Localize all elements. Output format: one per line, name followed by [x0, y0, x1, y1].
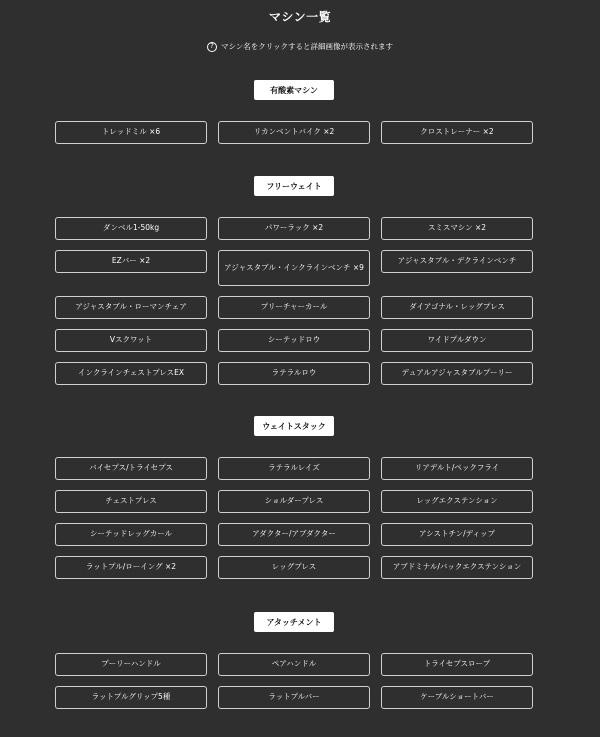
section-label-cardio: 有酸素マシン [254, 80, 334, 100]
machine-button[interactable]: レッグプレス [218, 556, 370, 579]
attachment-grid [55, 653, 533, 709]
machine-button[interactable]: パワーラック ×2 [218, 217, 370, 240]
machine-button[interactable]: スミスマシン ×2 [381, 217, 533, 240]
machine-button[interactable]: トレッドミル ×6 [55, 121, 207, 144]
question-icon: ? [207, 42, 217, 52]
section-label-weight-stack: ウェイトスタック [254, 416, 334, 436]
machine-button[interactable]: アジャスタブル・デクラインベンチ [381, 250, 533, 273]
machine-button[interactable]: インクラインチェストプレスEX [55, 362, 207, 385]
hint-line [0, 41, 600, 52]
machine-button[interactable]: ラテラルレイズ [218, 457, 370, 480]
free-weight-grid [55, 217, 533, 385]
machine-button[interactable]: ペアハンドル [218, 653, 370, 676]
machine-button[interactable]: アシストチン/ディップ [381, 523, 533, 546]
weight-stack-grid [55, 457, 533, 579]
machine-button[interactable]: プリーチャーカール [218, 296, 370, 319]
machine-button[interactable]: ラットプル/ローイング ×2 [55, 556, 207, 579]
machine-button[interactable]: シーテッドロウ [218, 329, 370, 352]
machine-button[interactable]: シーテッドレッグカール [55, 523, 207, 546]
cardio-grid [55, 121, 533, 144]
hint-text: マシン名をクリックすると詳細画像が表示されます [220, 42, 393, 51]
machine-button[interactable]: プーリーハンドル [55, 653, 207, 676]
machine-button[interactable]: チェストプレス [55, 490, 207, 513]
machine-button[interactable]: ラテラルロウ [218, 362, 370, 385]
machine-button[interactable]: デュアルアジャスタブルプーリー [381, 362, 533, 385]
machine-button[interactable]: ショルダープレス [218, 490, 370, 513]
machine-button[interactable]: ダンベル1-50kg [55, 217, 207, 240]
machine-button[interactable]: ラットプルグリップ5種 [55, 686, 207, 709]
machine-button[interactable]: ケーブルショートバー [381, 686, 533, 709]
section-label-attachment: アタッチメント [254, 612, 334, 632]
machine-button[interactable]: リカンベントバイク ×2 [218, 121, 370, 144]
machine-button[interactable]: アブドミナル/バックエクステンション [381, 556, 533, 579]
machine-button[interactable]: ワイドプルダウン [381, 329, 533, 352]
page-title: マシン一覧 [268, 10, 332, 24]
machine-button[interactable]: クロストレーナー ×2 [381, 121, 533, 144]
machine-button[interactable]: アジャスタブル・ローマンチェア [55, 296, 207, 319]
machine-button[interactable]: ラットプルバー [218, 686, 370, 709]
machine-button[interactable]: EZバー ×2 [55, 250, 207, 273]
machine-button[interactable]: ダイアゴナル・レッグプレス [381, 296, 533, 319]
section-label-free-weight: フリーウェイト [254, 176, 334, 196]
machine-button[interactable]: アダクター/アブダクター [218, 523, 370, 546]
machine-button[interactable]: リアデルト/ペックフライ [381, 457, 533, 480]
machine-button[interactable]: トライセプスロープ [381, 653, 533, 676]
machine-button[interactable]: Vスクワット [55, 329, 207, 352]
machine-button[interactable]: レッグエクステンション [381, 490, 533, 513]
machine-button[interactable]: バイセプス/トライセプス [55, 457, 207, 480]
machine-button[interactable]: アジャスタブル・インクラインベンチ ×9 [218, 250, 370, 286]
